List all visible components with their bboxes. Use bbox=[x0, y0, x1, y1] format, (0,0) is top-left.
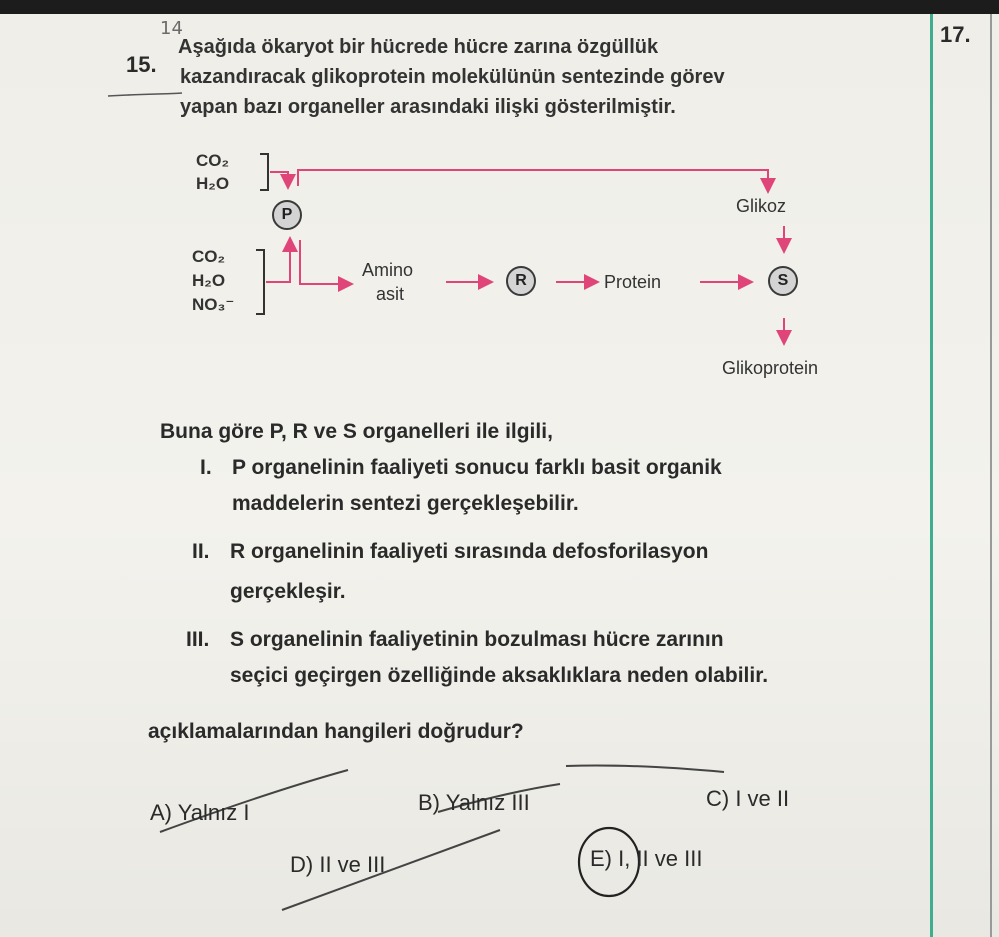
stem-line-3: yapan bazı organeller arasındaki ilişki gösterilmiştir. bbox=[180, 96, 676, 118]
amino-label-2: asit bbox=[376, 284, 405, 304]
arrow-top-to-p bbox=[270, 172, 288, 186]
option-c[interactable]: C) I ve II bbox=[706, 786, 790, 811]
bracket-bottom bbox=[256, 250, 264, 314]
option-a[interactable]: A) Yalnız I bbox=[150, 800, 250, 825]
bracket-top bbox=[260, 154, 268, 190]
stem-line-1: Aşağıda ökaryot bir hücrede hücre zarına özgüllük bbox=[178, 36, 659, 58]
option-d[interactable]: D) II ve III bbox=[290, 852, 386, 877]
statement-2-line-2: gerçekleşir. bbox=[230, 580, 346, 603]
organelle-p: P bbox=[272, 200, 302, 230]
arrow-p-to-amino bbox=[300, 240, 350, 284]
protein-label: Protein bbox=[604, 272, 662, 292]
question-number: 15. bbox=[126, 52, 157, 77]
organelle-s: S bbox=[768, 266, 798, 296]
question-ask: açıklamalarından hangileri doğrudur? bbox=[148, 720, 524, 743]
amino-label-1: Amino bbox=[362, 260, 414, 280]
handwritten-note: 14 bbox=[160, 18, 183, 39]
glucose-label: Glikoz bbox=[736, 196, 787, 216]
option-b[interactable]: B) Yalnız III bbox=[418, 790, 530, 815]
glycoprotein-label: Glikoprotein bbox=[722, 358, 819, 378]
statement-3-line-2: seçici geçirgen özelliğinde aksaklıklara neden olabilir. bbox=[230, 664, 769, 687]
statement-3-line-1: S organelinin faaliyetinin bozulması hücre zarının bbox=[230, 628, 724, 651]
arrow-p-to-glucose bbox=[298, 170, 768, 190]
pen-underline-ask bbox=[566, 765, 724, 772]
statement-1-line-2: maddelerin sentezi gerçekleşebilir. bbox=[232, 492, 579, 515]
input-h2o-top: H₂O bbox=[196, 174, 230, 193]
arrow-bottom-to-p bbox=[266, 240, 290, 282]
statement-3-number: III. bbox=[186, 628, 210, 651]
statement-1-line-1: P organelinin faaliyeti sonucu farklı basit organik bbox=[232, 456, 722, 479]
organelle-r: R bbox=[506, 266, 536, 296]
option-e[interactable]: E) I, II ve III bbox=[590, 846, 703, 871]
next-question-number: 17. bbox=[940, 22, 971, 47]
stem-line-2: kazandıracak glikoprotein molekülünün sentezinde görev bbox=[180, 66, 725, 88]
input-no3-bottom: NO₃⁻ bbox=[192, 295, 235, 314]
statement-2-number: II. bbox=[192, 540, 210, 563]
pen-underline-stem bbox=[108, 93, 182, 96]
statement-1-number: I. bbox=[200, 456, 212, 479]
input-h2o-bottom: H₂O bbox=[192, 271, 226, 290]
input-co2-top: CO₂ bbox=[196, 151, 230, 170]
statement-2-line-1: R organelinin faaliyeti sırasında defosforilasyon bbox=[230, 540, 709, 563]
question-prompt: Buna göre P, R ve S organelleri ile ilgili, bbox=[160, 420, 553, 443]
input-co2-bottom: CO₂ bbox=[192, 247, 226, 266]
